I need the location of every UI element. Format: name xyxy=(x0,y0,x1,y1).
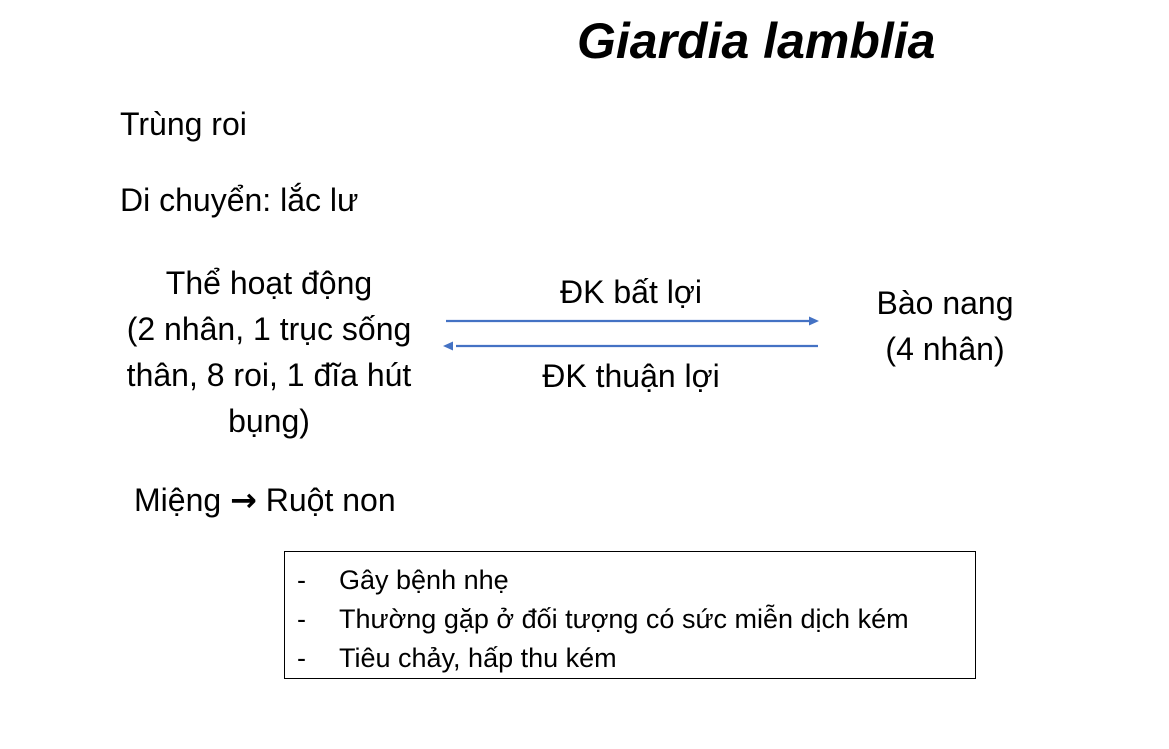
active-form-node xyxy=(100,260,438,444)
active-form-line: thân, 8 roi, 1 đĩa hút xyxy=(126,357,412,393)
active-form-line: Thể hoạt động xyxy=(165,265,373,301)
list-item-text: Tiêu chảy, hấp thu kém xyxy=(339,643,617,673)
route-origin: Miệng xyxy=(134,482,222,518)
arrow-to-active xyxy=(443,342,818,351)
unfavorable-condition-label: ĐK bất lợi xyxy=(560,274,702,310)
right-arrow-icon: → xyxy=(230,481,257,519)
arrow-to-cyst xyxy=(446,317,819,326)
active-form-line: bụng) xyxy=(228,403,310,439)
notes-box xyxy=(284,551,976,679)
list-item xyxy=(285,639,975,678)
infection-route xyxy=(134,481,396,519)
favorable-condition-label: ĐK thuận lợi xyxy=(542,358,720,394)
bullet-dash: - xyxy=(297,565,306,595)
movement-description: Di chuyển: lắc lư xyxy=(120,182,359,218)
active-form-line: (2 nhân, 1 trục sống xyxy=(126,311,412,347)
route-destination: Ruột non xyxy=(265,482,396,518)
bullet-dash: - xyxy=(297,643,306,673)
transition-arrows xyxy=(440,308,830,358)
cyst-form-node xyxy=(840,280,1050,372)
slide-title: Giardia lamblia xyxy=(577,13,936,69)
list-item-text: Thường gặp ở đối tượng có sức miễn dịch kém xyxy=(339,604,909,634)
bullet-dash: - xyxy=(297,604,306,634)
list-item xyxy=(285,600,975,639)
list-item-text: Gây bệnh nhẹ xyxy=(339,565,509,595)
list-item xyxy=(285,561,975,600)
cyst-form-line: Bào nang xyxy=(876,285,1014,321)
cyst-form-line: (4 nhân) xyxy=(885,331,1005,367)
organism-type: Trùng roi xyxy=(120,106,247,142)
